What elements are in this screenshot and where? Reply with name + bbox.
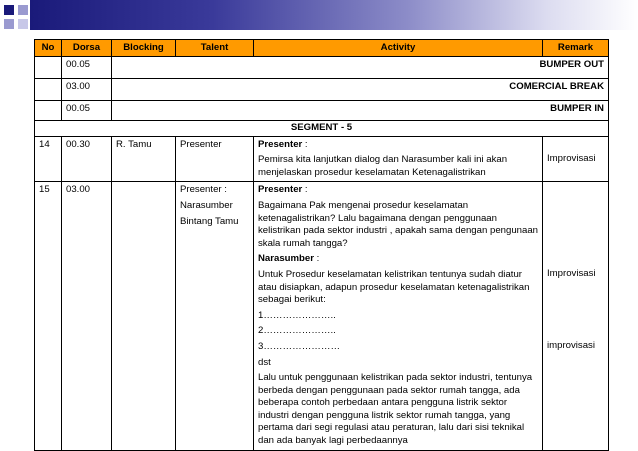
list-item: 1………………….. [258,309,336,321]
speaker-name: Presenter [258,184,303,196]
speaker-colon: : [314,253,320,265]
cell-activity [254,136,543,182]
header-dorsa: Dorsa [62,40,112,57]
remark-text: Improvisasi [547,268,596,280]
table-row [35,101,609,121]
cell-blocking: R. Tamu [112,136,176,182]
decor-square [18,19,28,29]
cell-remark: Improvisasi [543,136,609,182]
cell-talent: Presenter [176,136,254,182]
table-row [35,182,609,450]
decor-square [4,19,14,29]
decor-square [4,5,14,15]
cell-no: 14 [35,136,62,182]
table-header-row [35,40,609,57]
header-blocking: Blocking [112,40,176,57]
cell-commercial-break: COMERCIAL BREAK [112,79,609,101]
cell-no: 15 [35,182,62,450]
cell-empty [35,101,62,121]
segment-row [35,121,609,137]
cell-empty [35,57,62,79]
speaker-name: Presenter [258,138,303,150]
cell-talent [176,182,254,450]
cell-dorsa: 00.30 [62,136,112,182]
header-no: No [35,40,62,57]
cell-empty [112,182,176,450]
list-item: 3…………………… [258,340,341,352]
speaker-colon: : [302,184,308,196]
header-gradient-bar [30,0,638,30]
table-row [35,136,609,182]
header-activity: Activity [254,40,543,57]
activity-text: Lalu untuk penggunaan kelistrikan pada sektor industri, tentunya berbeda dengan penggunaan pada sektor rumah tangga, ada beberapa contoh perbedaan antara pengguna listrik sektor industri dengan pengguna listrik sektor rumah tangga, yang pertama dari segi regulasi atau peraturan, lalu dari sisi teknikal dan ada banyak lagi perbedaannya [258,372,533,447]
speaker-line [258,184,538,197]
header-remark: Remark [543,40,609,57]
segment-title: SEGMENT - 5 [35,121,609,137]
remark-text: improvisasi [547,339,595,351]
list-item: 2………………….. [258,325,336,337]
talent-line: Presenter : [180,184,227,196]
cell-dorsa: 00.05 [62,57,112,79]
cell-bumper-in: BUMPER IN [112,101,609,121]
header-talent: Talent [176,40,254,57]
speaker-name: Narasumber [258,253,314,265]
cell-dorsa: 03.00 [62,79,112,101]
activity-text: Bagaimana Pak mengenai prosedur keselamatan ketenagalistrikan? Lalu bagaimana dengan penggunaan kelistrikan pada sektor industri , apakah sama dengan pengunaan skala rumah tangga? [258,199,539,249]
cell-empty [35,79,62,101]
talent-line: Narasumber [180,199,233,211]
speaker-line [258,253,538,266]
decor-square [18,5,28,15]
activity-text: Pemirsa kita lanjutkan dialog dan Narasumber kali ini akan menjelaskan prosedur keselamatan Ketenagalistrikan [258,154,508,178]
table-row [35,57,609,79]
cell-dorsa: 00.05 [62,101,112,121]
cell-dorsa: 03.00 [62,182,112,450]
cell-remark [543,182,609,450]
table-row [35,79,609,101]
talent-line: Bintang Tamu [180,215,239,227]
cell-activity [254,182,543,450]
activity-text: Untuk Prosedur keselamatan kelistrikan tentunya sudah diatur atau disiapkan, adapun prosedur keselamatan ketenagalistrikan sebagai berikut: [258,268,530,306]
list-item: dst [258,356,271,368]
cell-bumper-out: BUMPER OUT [112,57,609,79]
rundown-table [34,39,609,451]
speaker-colon: : [302,138,308,150]
speaker-line [258,139,538,152]
